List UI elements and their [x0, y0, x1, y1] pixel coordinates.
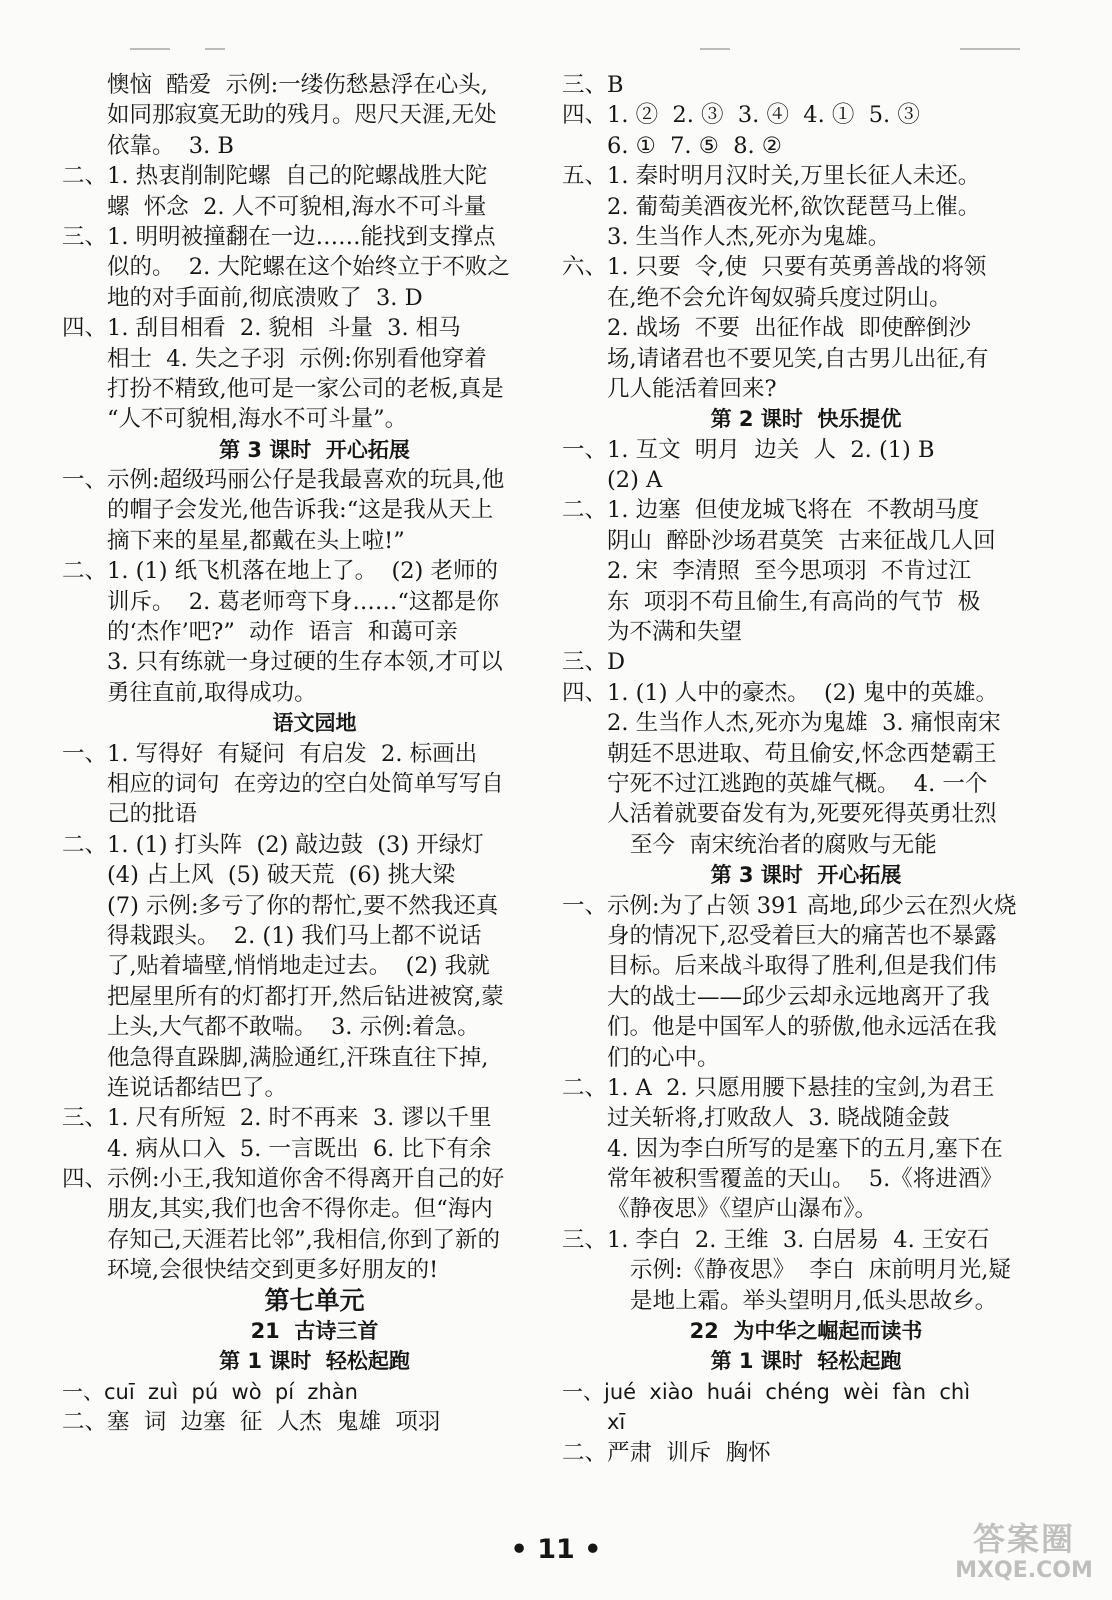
section-heading: 21 古诗三首: [250, 1319, 379, 1344]
answer-line: 几人能活着回来?: [607, 375, 777, 402]
answer-line: 人活着就要奋发有为,死要死得英勇壮烈: [607, 801, 997, 828]
answer-line: 三、1. 尺有所短 2. 时不再来 3. 谬以千里: [62, 1105, 492, 1132]
scan-mark: [700, 48, 730, 50]
watermark-logo: [954, 1520, 1094, 1594]
answer-line: 4. 因为李白所写的是塞下的五月,塞下在: [607, 1135, 1003, 1162]
answer-line: 的‘杰作’吧?” 动作 语言 和蔼可亲: [107, 619, 458, 646]
answer-line: 过关斩将,打败敌人 3. 晓战随金鼓: [607, 1105, 950, 1132]
answer-line: 阴山 醉卧沙场君莫笑 古来征战几人回: [607, 527, 996, 554]
answer-line: “人不可貌相,海水不可斗量”。: [107, 406, 408, 433]
answer-line: 场,请诸君也不要见笑,自古男儿出征,有: [607, 345, 989, 372]
section-heading: 第 1 课时 轻松起跑: [710, 1349, 902, 1374]
answer-line: 大的战士——邱少云却永远地离开了我: [607, 983, 990, 1010]
answer-line: 一、示例:超级玛丽公仔是我最喜欢的玩具,他: [62, 467, 505, 494]
answer-line: 五、1. 秦时明月汉时关,万里长征人未还。: [562, 163, 981, 190]
answer-line: 三、1. 明明被撞翻在一边……能找到支撑点: [62, 223, 496, 250]
answer-line: 东 项羽不苟且偷生,有高尚的气节 极: [607, 588, 981, 615]
answer-line: 存知己,天涯若比邻”,我相信,你到了新的: [107, 1226, 500, 1253]
watermark-title: 答案圈: [972, 1520, 1075, 1558]
answer-line: 一、jué xiào huái chéng wèi fàn chì: [562, 1379, 971, 1404]
answer-line: 一、1. 互文 明月 边关 人 2. (1) B: [562, 436, 935, 463]
answer-line: 宁死不过江逃跑的英雄气概。 4. 一个: [607, 770, 988, 797]
scan-mark: [960, 48, 1020, 50]
answer-line: 二、1. 热衷削制陀螺 自己的陀螺战胜大陀: [62, 163, 488, 190]
answer-line: 2. 战场 不要 出征作战 即使醉倒沙: [607, 315, 972, 342]
answer-line: 四、示例:小王,我知道你舍不得离开自己的好: [62, 1166, 505, 1193]
answer-line: 朋友,其实,我们也舍不得你走。但“海内: [107, 1196, 493, 1223]
answer-line: 二、1. 边塞 但使龙城飞将在 不教胡马度: [562, 497, 980, 524]
section-heading: 第 2 课时 快乐提优: [710, 407, 902, 432]
answer-line: 2. 宋 李清照 至今思项羽 不肯过江: [607, 558, 972, 585]
answer-line: 3. 生当作人杰,死亦为鬼雄。: [607, 223, 891, 250]
section-heading: 第 1 课时 轻松起跑: [219, 1349, 410, 1374]
answer-line: 四、1. 刮目相看 2. 貌相 斗量 3. 相马: [62, 315, 461, 342]
answer-line: 为不满和失望: [607, 619, 743, 646]
answer-line: 示例:《静夜思》 李白 床前明月光,疑: [630, 1257, 1011, 1284]
answer-line: 螺 怀念 2. 人不可貌相,海水不可斗量: [107, 193, 487, 220]
answer-line: 2. 葡萄美酒夜光杯,欲饮琵琶马上催。: [607, 193, 981, 220]
answer-line: (4) 占上风 (5) 破天荒 (6) 挑大梁: [107, 862, 456, 889]
answer-line: 目标。后来战斗取得了胜利,但是我们伟: [607, 953, 997, 980]
scan-mark: [205, 48, 225, 50]
answer-line: 连说话都结巴了。: [107, 1074, 288, 1101]
answer-line: 相应的词句 在旁边的空白处简单写写自: [107, 770, 504, 797]
answer-line: 二、1. A 2. 只愿用腰下悬挂的宝剑,为君王: [562, 1074, 995, 1101]
answer-line: xī: [607, 1410, 626, 1435]
answer-line: 们的心中。: [607, 1044, 720, 1071]
answer-line: 打扮不精致,他可是一家公司的老板,真是: [107, 375, 504, 402]
answer-line: 二、严肃 训斥 胸怀: [562, 1439, 771, 1466]
answer-line: 常年被积雪覆盖的天山。 5.《将进酒》: [607, 1166, 1003, 1193]
page-number: • 11 •: [510, 1534, 602, 1565]
answer-line: (7) 示例:多亏了你的帮忙,要不然我还真: [107, 892, 499, 919]
answer-line: 依靠。 3. B: [107, 132, 234, 159]
answer-line: 在,绝不会允许匈奴骑兵度过阴山。: [607, 284, 952, 311]
answer-line: 勇往直前,取得成功。: [107, 679, 317, 706]
answer-line: 得栽跟头。 2. (1) 我们马上都不说话: [107, 922, 482, 949]
answer-line: 3. 只有练就一身过硬的生存本领,才可以: [107, 649, 503, 676]
answer-line: 2. 生当作人杰,死亦为鬼雄 3. 痛恨南宋: [607, 710, 1001, 737]
answer-line: 了,贴着墙壁,悄悄地走过去。 (2) 我就: [107, 953, 490, 980]
right-column: [562, 70, 1050, 1468]
answer-line: 上头,大气都不敢喘。 3. 示例:着急。: [107, 1014, 480, 1041]
answer-line: 4. 病从口入 5. 一言既出 6. 比下有余: [107, 1135, 492, 1162]
answer-line: 二、1. (1) 打头阵 (2) 敲边鼓 (3) 开绿灯: [62, 831, 484, 858]
answer-line: 一、1. 写得好 有疑问 有启发 2. 标画出: [62, 740, 478, 767]
answer-line: 他急得直跺脚,满脸通红,汗珠直往下掉,: [107, 1044, 489, 1071]
answer-line: 是地上霜。举头望明月,低头思故乡。: [630, 1287, 998, 1314]
answer-line: 《静夜思》《望庐山瀑布》。: [607, 1196, 878, 1223]
answer-line: 二、塞 词 边塞 征 人杰 鬼雄 项羽: [62, 1409, 441, 1436]
answer-line: 相士 4. 失之子羽 示例:你别看他穿着: [107, 345, 487, 372]
answer-line: 三、1. 李白 2. 王维 3. 白居易 4. 王安石: [562, 1226, 990, 1253]
left-column: [62, 70, 567, 1438]
answer-line: 四、1. ② 2. ③ 3. ④ 4. ① 5. ③: [562, 102, 920, 129]
answer-line: 把屋里所有的灯都打开,然后钻进被窝,蒙: [107, 983, 504, 1010]
answer-line: 们。他是中国军人的骄傲,他永远活在我: [607, 1014, 997, 1041]
answer-line: 至今 南宋统治者的腐败与无能: [630, 831, 937, 858]
section-heading: 22 为中华之崛起而读书: [689, 1319, 923, 1344]
answer-line: 朝廷不思进取、苟且偷安,怀念西楚霸王: [607, 740, 997, 767]
answer-line: 如同那寂寞无助的残月。咫尺天涯,无处: [107, 102, 497, 129]
answer-line: 环境,会很快结交到更多好朋友的!: [107, 1257, 439, 1284]
answer-line: 一、cuī zuì pú wò pí zhàn: [62, 1379, 358, 1404]
answer-line: 训斥。 2. 葛老师弯下身……“这都是你: [107, 588, 499, 615]
section-heading: 语文园地: [272, 711, 357, 736]
answer-line: 的帽子会发光,他告诉我:“这是我从天上: [107, 497, 494, 524]
answer-line: 懊恼 酷爱 示例:一缕伤愁悬浮在心头,: [107, 72, 488, 98]
section-heading: 第 3 课时 开心拓展: [219, 437, 410, 462]
section-heading: 第 3 课时 开心拓展: [710, 863, 902, 888]
answer-line: 六、1. 只要 令,使 只要有英勇善战的将领: [562, 254, 987, 281]
section-heading: 第七单元: [264, 1285, 365, 1315]
answer-line: 三、D: [562, 649, 626, 676]
answer-line: 四、1. (1) 人中的豪杰。 (2) 鬼中的英雄。: [562, 679, 998, 706]
answer-line: 己的批语: [107, 801, 198, 828]
watermark-site: MXQE.COM: [955, 1558, 1093, 1583]
answer-line: 似的。 2. 大陀螺在这个始终立于不败之: [107, 254, 510, 281]
answer-line: 地的对手面前,彻底溃败了 3. D: [107, 284, 423, 311]
answer-line: 6. ① 7. ⑤ 8. ②: [607, 132, 782, 159]
answer-line: 二、1. (1) 纸飞机落在地上了。 (2) 老师的: [62, 558, 498, 585]
scan-mark: [130, 48, 170, 50]
answer-line: 一、示例:为了占领 391 高地,邱少云在烈火烧: [562, 892, 1017, 919]
answer-line: 三、B: [562, 72, 624, 98]
answer-line: 摘下来的星星,都戴在头上啦!”: [107, 527, 405, 554]
answer-line: 身的情况下,忍受着巨大的痛苦也不暴露: [607, 922, 997, 949]
answer-line: (2) A: [607, 467, 663, 494]
